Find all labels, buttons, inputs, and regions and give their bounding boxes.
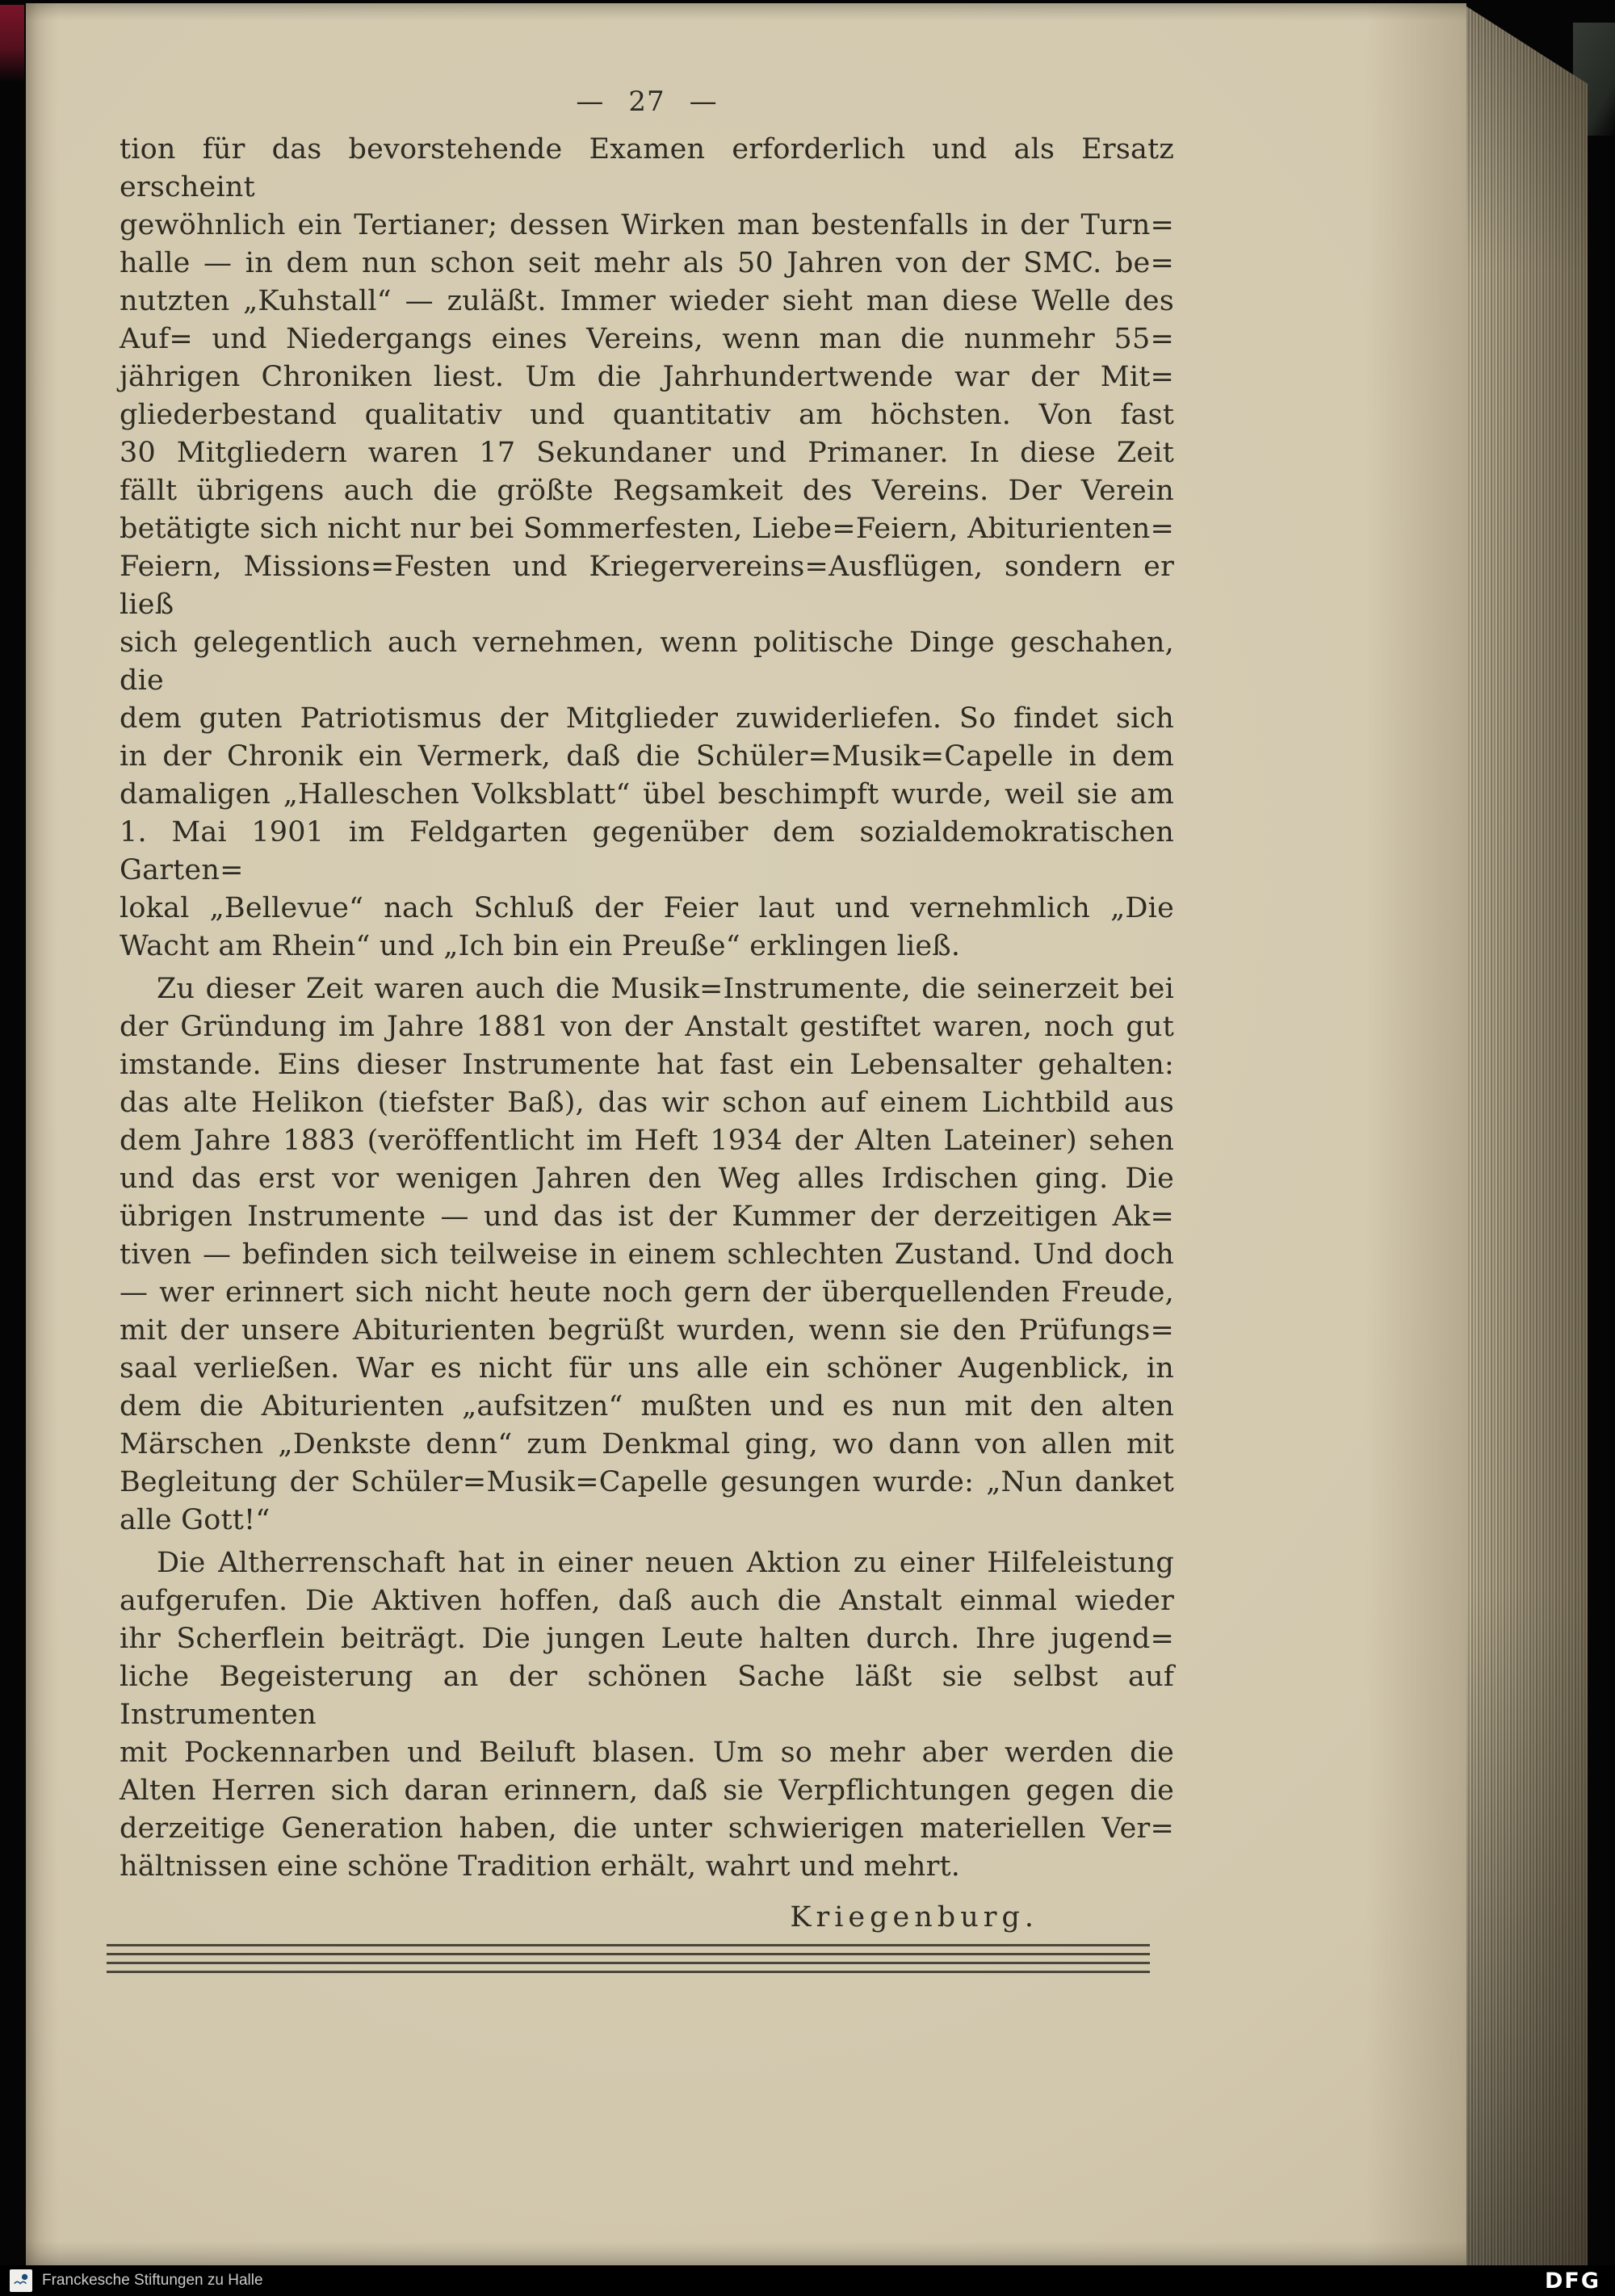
text-line: Märschen „Denkste denn“ zum Denkmal ging, wo dann von allen mit xyxy=(120,1428,1174,1460)
text-line: und das erst vor wenigen Jahren den Weg alles Irdischen ging. Die xyxy=(120,1163,1174,1195)
text-line: Alten Herren sich daran erinnern, daß sie Verpflichtungen gegen die xyxy=(120,1774,1174,1807)
page-number xyxy=(120,86,1174,118)
viewer-footer xyxy=(0,2265,1615,2296)
text-line: Begleitung der Schüler=Musik=Capelle gesungen wurde: „Nun danket xyxy=(120,1466,1174,1498)
page-edges xyxy=(1466,0,1588,2265)
text-line: liche Begeisterung an der schönen Sache läßt sie selbst auf Instrumenten xyxy=(120,1661,1174,1731)
text-line: Zu dieser Zeit waren auch die Musik=Instrumente, die seinerzeit bei xyxy=(157,973,1174,1005)
paragraph xyxy=(120,131,1174,966)
signature: Kriegenburg. xyxy=(790,1901,1038,1934)
text-line: gliederbestand qualitativ und quantitativ am höchsten. Von fast xyxy=(120,399,1174,431)
footer-left-group xyxy=(10,2269,263,2292)
text-line: hältnissen eine schöne Tradition erhält, wahrt und mehrt. xyxy=(120,1850,961,1883)
text-line: übrigen Instrumente — und das ist der Kummer der derzeitigen Ak= xyxy=(120,1200,1174,1233)
paragraph xyxy=(120,1544,1174,1886)
page-number-dash-left: — xyxy=(576,86,605,118)
horizontal-rule xyxy=(107,1971,1150,1973)
paragraph xyxy=(120,970,1174,1540)
text-line: in der Chronik ein Vermerk, daß die Schüler=Musik=Capelle in dem xyxy=(120,740,1174,773)
text-line: jährigen Chroniken liest. Um die Jahrhundertwende war der Mit= xyxy=(120,361,1174,393)
end-rules xyxy=(107,1944,1150,1973)
text-line: fällt übrigens auch die größte Regsamkeit des Vereins. Der Verein xyxy=(120,475,1174,507)
text-line: mit der unsere Abiturienten begrüßt wurden, wenn sie den Prüfungs= xyxy=(120,1314,1174,1347)
text-line: dem Jahre 1883 (veröffentlicht im Heft 1934 der Alten Lateiner) sehen xyxy=(120,1125,1174,1157)
book-spine xyxy=(0,5,24,82)
text-line: imstande. Eins dieser Instrumente hat fast ein Lebensalter gehalten: xyxy=(120,1049,1174,1081)
text-line: das alte Helikon (tiefster Baß), das wir schon auf einem Lichtbild aus xyxy=(120,1087,1174,1119)
text-line: Wacht am Rhein“ und „Ich bin ein Preuße“ erklingen ließ. xyxy=(120,930,961,962)
text-line: dem guten Patriotismus der Mitglieder zuwiderliefen. So findet sich xyxy=(120,702,1174,735)
text-line: Feiern, Missions=Festen und Kriegervereins=Ausflügen, sondern er ließ xyxy=(120,551,1174,621)
text-line: der Gründung im Jahre 1881 von der Anstalt gestiftet waren, noch gut xyxy=(120,1011,1174,1043)
text-line: alle Gott!“ xyxy=(120,1504,271,1536)
page-number-value: 27 xyxy=(628,86,665,118)
text-line: lokal „Bellevue“ nach Schluß der Feier laut und vernehmlich „Die xyxy=(120,892,1174,924)
text-line: tion für das bevorstehende Examen erforderlich und als Ersatz erscheint xyxy=(120,133,1174,203)
text-line: mit Pockennarben und Beiluft blasen. Um so mehr aber werden die xyxy=(120,1737,1174,1769)
text-line: Die Altherrenschaft hat in einer neuen Aktion zu einer Hilfeleistung xyxy=(157,1547,1174,1579)
text-line: gewöhnlich ein Tertianer; dessen Wirken man bestenfalls in der Turn= xyxy=(120,209,1174,241)
text-line: sich gelegentlich auch vernehmen, wenn politische Dinge geschahen, die xyxy=(120,626,1174,697)
page-text xyxy=(120,131,1174,1937)
text-line: Auf= und Niedergangs eines Vereins, wenn man die nunmehr 55= xyxy=(120,323,1174,355)
text-line: 30 Mitgliedern waren 17 Sekundaner und Primaner. In diese Zeit xyxy=(120,437,1174,469)
text-line: 1. Mai 1901 im Feldgarten gegenüber dem sozialdemokratischen Garten= xyxy=(120,816,1174,886)
text-line: ihr Scherflein beiträgt. Die jungen Leute halten durch. Ihre jugend= xyxy=(120,1623,1174,1655)
text-line: derzeitige Generation haben, die unter schwierigen materiellen Ver= xyxy=(120,1812,1174,1845)
page-number-dash-right: — xyxy=(689,86,718,118)
text-line: saal verließen. War es nicht für uns alle ein schöner Augenblick, in xyxy=(120,1352,1174,1385)
text-line: tiven — befinden sich teilweise in einem schlechten Zustand. Und doch xyxy=(120,1238,1174,1271)
horizontal-rule xyxy=(107,1953,1150,1955)
text-line: damaligen „Halleschen Volksblatt“ übel beschimpft wurde, weil sie am xyxy=(120,778,1174,811)
text-line: nutzten „Kuhstall“ — zuläßt. Immer wieder sieht man diese Welle des xyxy=(120,285,1174,317)
horizontal-rule xyxy=(107,1944,1150,1946)
text-line: — wer erinnert sich nicht heute noch gern der überquellenden Freude, xyxy=(120,1276,1174,1309)
francke-emblem-icon xyxy=(10,2269,32,2292)
text-line: dem die Abiturienten „aufsitzen“ mußten und es nun mit den alten xyxy=(120,1390,1174,1422)
dfg-logo: DFG xyxy=(1544,2268,1600,2294)
text-line: halle — in dem nun schon seit mehr als 50 Jahren von der SMC. be= xyxy=(120,247,1174,279)
text-line: betätigte sich nicht nur bei Sommerfesten, Liebe=Feiern, Abiturienten= xyxy=(120,513,1174,545)
paragraphs xyxy=(120,131,1174,1886)
text-line: aufgerufen. Die Aktiven hoffen, daß auch die Anstalt einmal wieder xyxy=(120,1585,1174,1617)
book-page xyxy=(26,3,1466,2265)
institution-name: Franckesche Stiftungen zu Halle xyxy=(42,2272,263,2289)
horizontal-rule xyxy=(107,1962,1150,1964)
